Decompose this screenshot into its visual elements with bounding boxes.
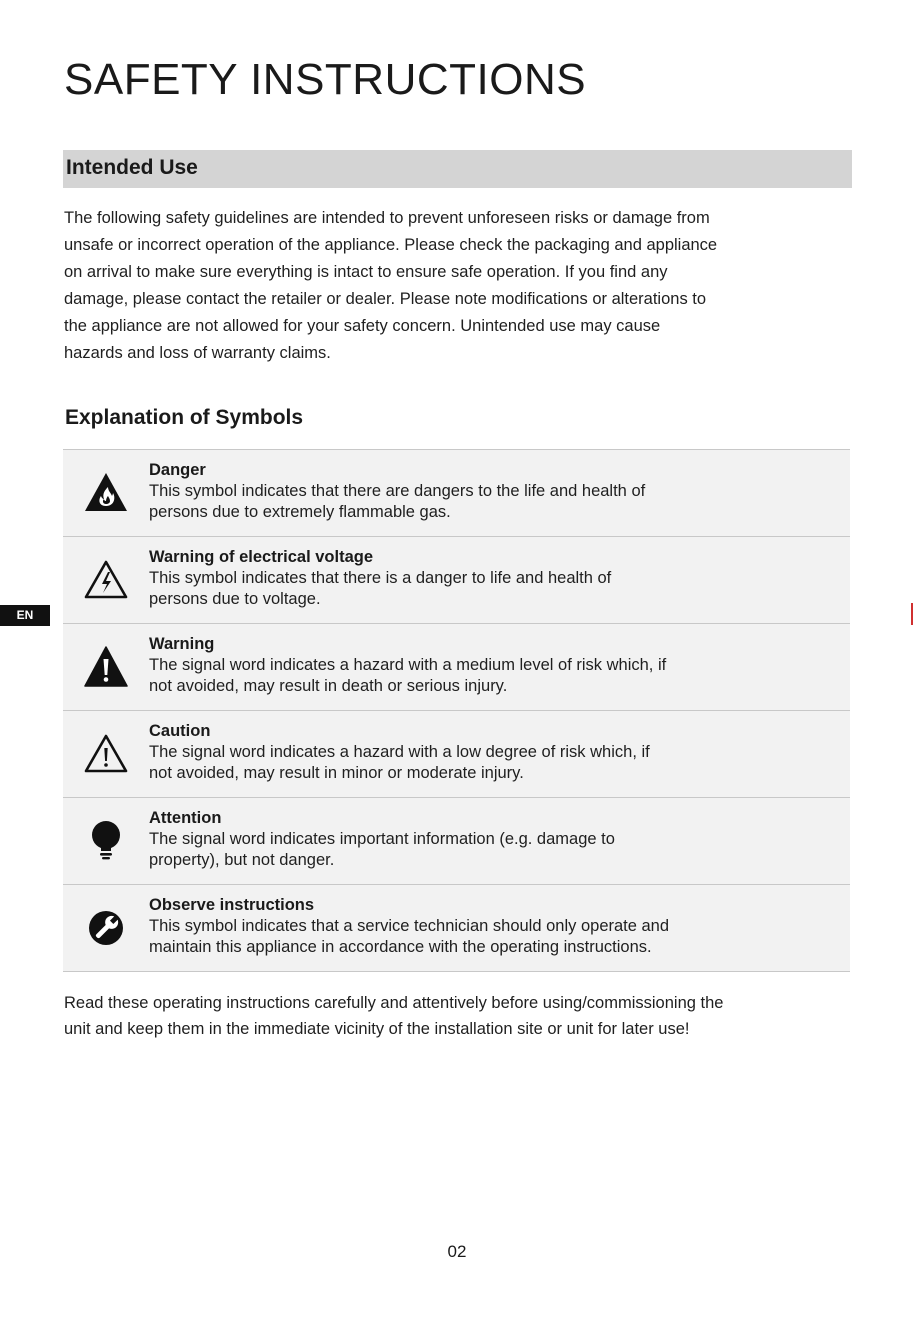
paragraph-line: Read these operating instructions carefully and attentively before using/commissioning the: [64, 994, 724, 1012]
symbol-row-danger: [63, 450, 850, 537]
symbol-row-caution: [63, 711, 850, 798]
description-line: The signal word indicates a hazard with a medium level of risk which, if: [149, 656, 667, 674]
description-line: This symbol indicates that there are dangers to the life and health of: [149, 482, 646, 500]
symbol-description: [149, 655, 829, 696]
description-line: The signal word indicates important information (e.g. damage to: [149, 830, 615, 848]
description-line: maintain this appliance in accordance with the operating instructions.: [149, 937, 652, 956]
paragraph-line: unit and keep them in the immediate vicinity of the installation site or unit for later use!: [64, 1020, 690, 1038]
symbol-text: [149, 721, 829, 783]
description-line: property), but not danger.: [149, 850, 335, 869]
wrench-icon: [83, 905, 129, 951]
symbol-text: [149, 634, 829, 696]
warning-exclamation-filled-icon: [83, 644, 129, 690]
symbol-title: Danger: [149, 461, 206, 479]
description-line: This symbol indicates that a service technician should only operate and: [149, 917, 670, 935]
symbol-title: Attention: [149, 809, 222, 827]
symbol-title: Warning of electrical voltage: [149, 548, 374, 566]
description-line: not avoided, may result in minor or moderate injury.: [149, 763, 524, 782]
symbol-row-warning: [63, 624, 850, 711]
symbol-description: [149, 481, 829, 522]
symbol-row-attention: [63, 798, 850, 885]
intended-use-paragraph: [64, 205, 864, 367]
paragraph-line: on arrival to make sure everything is intact to ensure safe operation. If you find any: [64, 263, 668, 281]
caution-exclamation-outline-icon: [83, 731, 129, 777]
symbol-table: [63, 449, 850, 972]
symbol-title: Warning: [149, 635, 215, 653]
description-line: persons due to voltage.: [149, 589, 321, 608]
paragraph-line: unsafe or incorrect operation of the appliance. Please check the packaging and appliance: [64, 236, 718, 254]
paragraph-line: hazards and loss of warranty claims.: [64, 344, 331, 362]
symbol-row-observe-instructions: [63, 885, 850, 972]
paragraph-line: The following safety guidelines are intended to prevent unforeseen risks or damage from: [64, 209, 710, 227]
symbol-text: [149, 808, 829, 870]
symbol-description: [149, 829, 829, 870]
intended-use-heading: Intended Use: [66, 156, 198, 179]
symbol-text: [149, 460, 829, 522]
electrical-voltage-icon: [83, 557, 129, 603]
description-line: persons due to extremely flammable gas.: [149, 502, 451, 521]
paragraph-line: the appliance are not allowed for your safety concern. Unintended use may cause: [64, 317, 661, 335]
symbol-text: [149, 547, 829, 609]
symbol-text: [149, 895, 829, 957]
description-line: This symbol indicates that there is a danger to life and health of: [149, 569, 612, 587]
intended-use-heading-bar: [63, 150, 852, 188]
page-title: SAFETY INSTRUCTIONS: [64, 55, 587, 104]
page-number: 02: [447, 1242, 467, 1261]
description-line: not avoided, may result in death or serious injury.: [149, 676, 508, 695]
page-edge-marker: [911, 603, 913, 625]
symbol-description: [149, 568, 829, 609]
symbols-heading: Explanation of Symbols: [65, 406, 304, 429]
symbol-description: [149, 742, 829, 783]
description-line: The signal word indicates a hazard with a low degree of risk which, if: [149, 743, 650, 761]
flammable-warning-icon: [83, 470, 129, 516]
lightbulb-icon: [83, 818, 129, 864]
symbol-description: [149, 916, 829, 957]
symbol-title: Observe instructions: [149, 896, 315, 914]
closing-paragraph: [64, 990, 854, 1042]
paragraph-line: damage, please contact the retailer or dealer. Please note modifications or alterations to: [64, 290, 707, 308]
language-tab: EN: [0, 605, 50, 626]
symbol-row-electrical-voltage: [63, 537, 850, 624]
symbol-title: Caution: [149, 722, 211, 740]
